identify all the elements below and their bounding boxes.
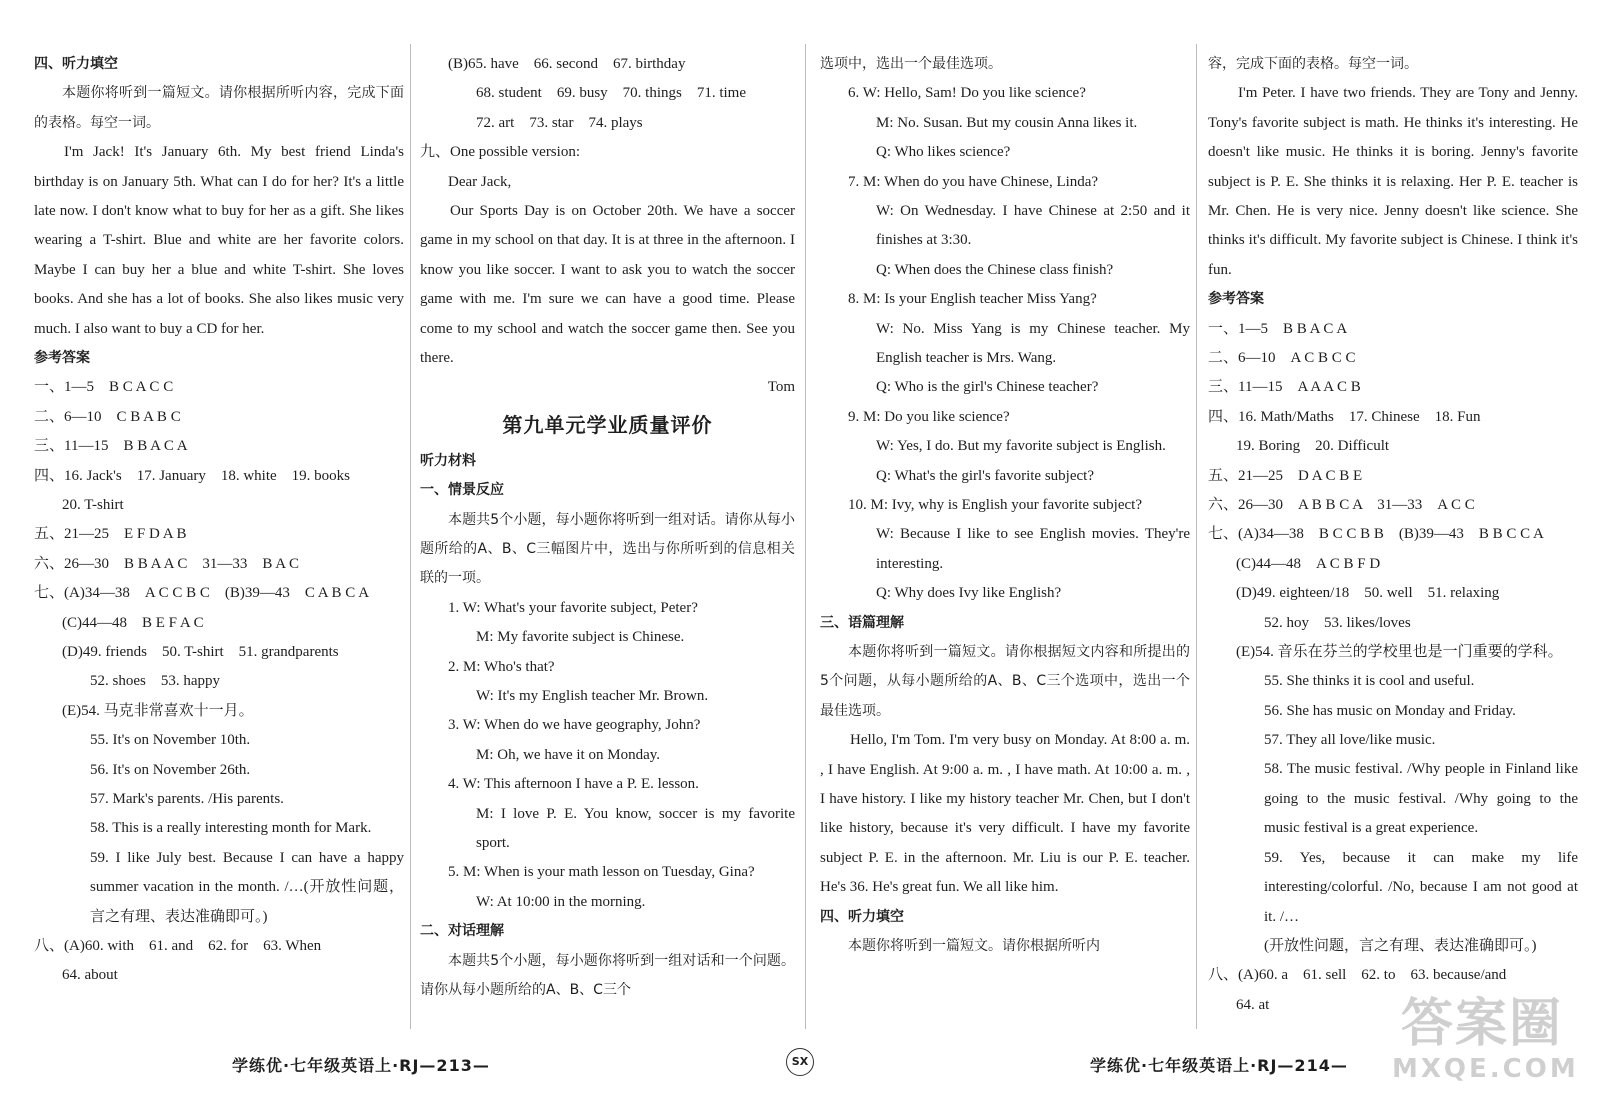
answer-line: 56. It's on November 26th. — [90, 761, 251, 778]
letter-salutation: Dear Jack, — [448, 173, 512, 190]
listening-passage: I'm Peter. I have two friends. They are Tony and Jenny. Tony's favorite subject is math. He thinks it's interesting. He doesn't like music. He thinks it is boring. Jenny's favorite subject is P. E. She thinks it is relaxing. Her P. E. teacher is Mr. Chen. He is very nice. Jenny doesn't like science. She thinks it's difficult. My favorite subject is Chinese. I think it's fun. — [1208, 85, 1578, 278]
letter-body: Our Sports Day is on October 20th. We have a soccer game in my school on that day. It is at three in the afternoon. I know you like soccer. I want to ask you to watch the soccer game with me. I'm sure we can have a good time. Please come to my school and watch the soccer game then. See you there. — [420, 202, 795, 366]
column-divider — [1196, 44, 1197, 1029]
instruction-line: 容，完成下面的表格。每空一词。 — [1208, 56, 1418, 72]
section-heading: 听力材料 — [420, 452, 476, 469]
dialogue-line: M: My favorite subject is Chinese. — [476, 629, 685, 646]
answer-line: 58. The music festival. /Why people in Finland like going to the music festival. /Why going to the music festival is a great experience. — [1264, 761, 1578, 837]
answer-line: 七、(A)34—38 B C C B B (B)39—43 B B C C A — [1208, 526, 1544, 543]
answer-line: 六、26—30 B B A A C 31—33 B A C — [34, 555, 300, 572]
listening-passage: I'm Jack! It's January 6th. My best friend Linda's birthday is on January 5th. What can I do for her? It's a little late now. I don't know what to buy for her as a gift. She likes wearing a T-shirt. Blue and white are her favorite colors. Maybe I can buy her a blue and white T-shirt. She loves books. And she has a lot of books. She also likes music very much. I also want to buy a CD for her. — [34, 144, 404, 337]
answer-line: 72. art 73. star 74. plays — [476, 114, 643, 131]
dialogue-line: 5. M: When is your math lesson on Tuesday, Gina? — [448, 864, 755, 881]
answer-line: (B)65. have 66. second 67. birthday — [448, 56, 686, 72]
instruction-paragraph: 本题共5个小题，每小题你将听到一组对话和一个问题。请你从每小题所给的A、B、C三个 — [420, 952, 795, 998]
dialogue-line: Q: Who likes science? — [876, 144, 1011, 161]
dialogue-line: 2. M: Who's that? — [448, 658, 555, 675]
answer-key-heading: 参考答案 — [34, 350, 90, 367]
answer-line: 一、1—5 B C A C C — [34, 379, 174, 396]
watermark-logo — [1392, 994, 1579, 1104]
column-1 — [34, 50, 404, 991]
unit-title: 第九单元学业质量评价 — [502, 412, 713, 437]
answer-line: (开放性问题，言之有理、表达准确即可。) — [1264, 937, 1537, 954]
instruction-paragraph: 本题你将听到一篇短文。请你根据短文内容和所提出的5个问题，从每小题所给的A、B、C三个选项中，选出一个最佳选项。 — [820, 643, 1190, 719]
column-divider — [410, 44, 411, 1029]
dialogue-line: W: On Wednesday. I have Chinese at 2:50 and it finishes at 3:30. — [876, 202, 1190, 249]
answer-line: 二、6—10 A C B C C — [1208, 350, 1356, 367]
answer-line: 52. shoes 53. happy — [90, 673, 220, 690]
dialogue-line: W: At 10:00 in the morning. — [476, 893, 646, 910]
answer-line: 52. hoy 53. likes/loves — [1264, 614, 1411, 631]
watermark-url: MXQE.COM — [1392, 1054, 1579, 1084]
answer-line: 19. Boring 20. Difficult — [1236, 438, 1390, 455]
footer-left-page-number: 学练优·七年级英语上·RJ—213— — [232, 1056, 490, 1075]
section-heading: 四、听力填空 — [34, 56, 118, 72]
answer-line: 64. about — [62, 967, 118, 984]
answer-line: 五、21—25 E F D A B — [34, 526, 187, 543]
answer-line: 七、(A)34—38 A C C B C (B)39—43 C A B C A — [34, 585, 370, 602]
section-heading: 二、对话理解 — [420, 923, 504, 940]
dialogue-line: M: Oh, we have it on Monday. — [476, 746, 660, 763]
answer-line: 九、One possible version: — [420, 144, 580, 161]
dialogue-line: 7. M: When do you have Chinese, Linda? — [848, 173, 1099, 190]
dialogue-line: 4. W: This afternoon I have a P. E. lesson. — [448, 776, 699, 793]
answer-line: 55. It's on November 10th. — [90, 732, 251, 749]
dialogue-line: Q: What's the girl's favorite subject? — [876, 467, 1094, 484]
dialogue-line: W: It's my English teacher Mr. Brown. — [476, 687, 709, 704]
dialogue-line: Q: Why does Ivy like English? — [876, 585, 1062, 602]
column-2 — [420, 50, 795, 1005]
dialogue-line: M: I love P. E. You know, soccer is my favorite sport. — [476, 805, 795, 851]
dialogue-line: 10. M: Ivy, why is English your favorite subject? — [848, 496, 1142, 513]
dialogue-line: W: Yes, I do. But my favorite subject is English. — [876, 438, 1166, 455]
answer-line: 五、21—25 D A C B E — [1208, 467, 1363, 484]
answer-line: 六、26—30 A B B C A 31—33 A C C — [1208, 496, 1475, 513]
dialogue-line: 6. W: Hello, Sam! Do you like science? — [848, 85, 1086, 102]
answer-line: 56. She has music on Monday and Friday. — [1264, 702, 1516, 719]
answer-line: 64. at — [1236, 996, 1270, 1013]
letter-signature: Tom — [767, 379, 795, 396]
dialogue-line: 1. W: What's your favorite subject, Peter? — [448, 599, 698, 616]
listening-passage: Hello, I'm Tom. I'm very busy on Monday. At 8:00 a. m. , I have English. At 9:00 a. m. , I have math. At 10:00 a. m. , I have history. I like my history teacher Mr. Chen, but I don't like history, because it's very difficult. I have my favorite subject P. E. in the afternoon. Mr. Liu is our P. E. teacher. He's 36. He's great fun. We all like him. — [820, 732, 1190, 896]
section-heading: 一、情景反应 — [420, 482, 504, 499]
answer-line: (E)54. 马克非常喜欢十一月。 — [62, 702, 254, 719]
answer-line: 59. I like July best. Because I can have a happy summer vacation in the month. /…(开放性问题，言之有理、表达准确即可。) — [90, 849, 404, 925]
section-heading: 三、语篇理解 — [820, 614, 904, 631]
answer-line: 八、(A)60. with 61. and 62. for 63. When — [34, 937, 322, 954]
dialogue-line: W: No. Miss Yang is my Chinese teacher. My English teacher is Mrs. Wang. — [876, 320, 1190, 366]
answer-line: (D)49. friends 50. T-shirt 51. grandparents — [62, 643, 339, 660]
answer-line: 一、1—5 B B A C A — [1208, 320, 1348, 337]
section-heading: 四、听力填空 — [820, 908, 904, 925]
answer-line: 55. She thinks it is cool and useful. — [1264, 673, 1475, 690]
answer-line: (E)54. 音乐在芬兰的学校里也是一门重要的学科。 — [1236, 643, 1563, 660]
answer-line: 三、11—15 B B A C A — [34, 438, 188, 455]
instruction-paragraph: 本题你将听到一篇短文。请你根据所听内 — [848, 937, 1100, 954]
answer-line: 20. T-shirt — [62, 497, 124, 513]
column-4 — [1208, 50, 1578, 1020]
answer-line: 三、11—15 A A A C B — [1208, 379, 1361, 396]
dialogue-line: 3. W: When do we have geography, John? — [448, 717, 701, 734]
answer-line: 59. Yes, because it can make my life interesting/colorful. /No, because I am not good at it. /… — [1264, 849, 1578, 925]
column-divider — [805, 44, 806, 1029]
column-3 — [820, 50, 1190, 961]
answer-line: (D)49. eighteen/18 50. well 51. relaxing — [1236, 585, 1500, 602]
answer-line: 68. student 69. busy 70. things 71. time — [476, 85, 747, 102]
answer-line: 57. They all love/like music. — [1264, 732, 1436, 749]
answer-key-heading: 参考答案 — [1208, 291, 1264, 308]
watermark-text: 答案圈 — [1400, 994, 1563, 1054]
answer-line: 58. This is a really interesting month for Mark. — [90, 820, 372, 837]
dialogue-line: M: No. Susan. But my cousin Anna likes it. — [876, 114, 1138, 131]
answer-line: 四、16. Jack's 17. January 18. white 19. books — [34, 467, 351, 484]
answer-line: (C)44—48 A C B F D — [1236, 555, 1381, 572]
dialogue-line: Q: When does the Chinese class finish? — [876, 261, 1114, 278]
dialogue-line: 8. M: Is your English teacher Miss Yang? — [848, 291, 1097, 308]
dialogue-line: 9. M: Do you like science? — [848, 408, 1010, 425]
answer-line: 57. Mark's parents. /His parents. — [90, 790, 284, 807]
answer-line: 四、16. Math/Maths 17. Chinese 18. Fun — [1208, 408, 1481, 425]
answer-line: 二、6—10 C B A B C — [34, 408, 181, 425]
instruction-paragraph: 本题你将听到一篇短文。请你根据所听内容，完成下面的表格。每空一词。 — [34, 85, 404, 131]
answer-line: (C)44—48 B E F A C — [62, 614, 204, 631]
dialogue-line: W: Because I like to see English movies. They're interesting. — [876, 526, 1190, 572]
center-page-mark: SX — [786, 1048, 814, 1076]
answer-line: 八、(A)60. a 61. sell 62. to 63. because/and — [1208, 967, 1507, 984]
instruction-line: 选项中，选出一个最佳选项。 — [820, 56, 1002, 72]
instruction-paragraph: 本题共5个小题，每小题你将听到一组对话。请你从每小题所给的A、B、C三幅图片中，选出与你所听到的信息相关联的一项。 — [420, 511, 795, 587]
dialogue-line: Q: Who is the girl's Chinese teacher? — [876, 379, 1099, 396]
footer-right-page-number: 学练优·七年级英语上·RJ—214— — [1090, 1056, 1348, 1075]
